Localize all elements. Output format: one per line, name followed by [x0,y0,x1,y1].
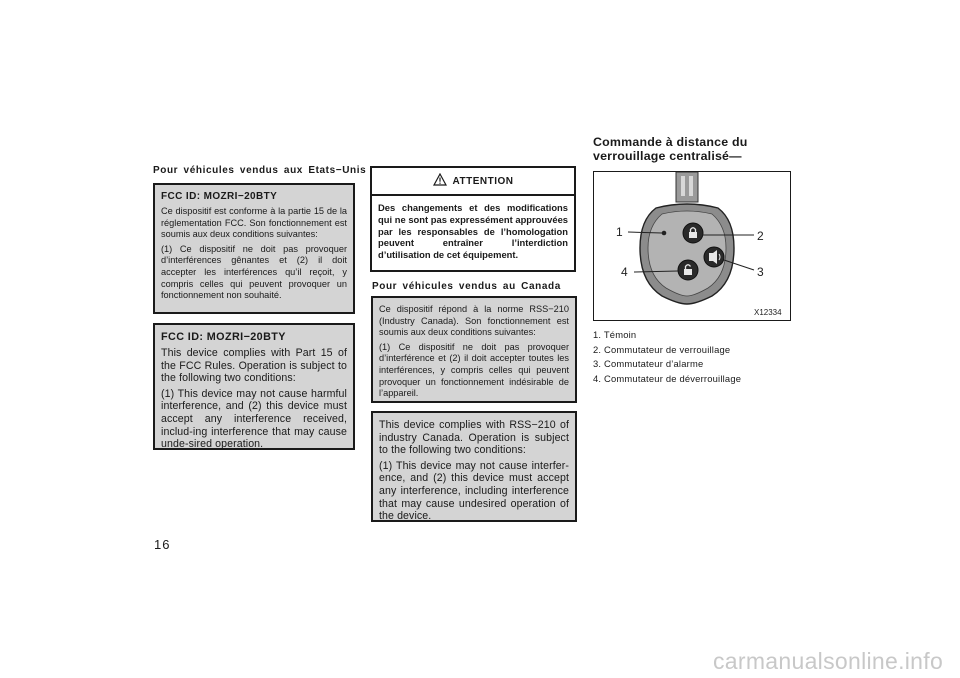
figure-code: X12334 [754,308,782,317]
legend-item-3: 3. Commutateur d’alarme [593,358,704,370]
canada-french-p1: Ce dispositif répond à la norme RSS−210 (Industry Canada). Son fonctionnement est soumis aux deux conditions suivantes: [379,304,569,338]
legend-list [593,328,741,386]
callout-2: 2 [757,229,764,243]
callout-1: 1 [616,225,623,239]
page-number: 16 [154,537,171,552]
fcc-french-title: FCC ID: MOZRI−20BTY [161,191,278,202]
warning-triangle-icon [433,173,447,189]
canada-english-p2: (1) This device may not cause interfer-ence, and (2) this device must accept any interference, including interference that may cause undesired operation of the device. [379,459,569,523]
callout-4: 4 [621,265,628,279]
alarm-icon [704,247,724,267]
us-heading: Pour véhicules vendus aux Etats−Unis [153,165,367,176]
canada-english-box [371,411,577,522]
fcc-english-title: FCC ID: MOZRI−20BTY [161,331,286,343]
lock-icon [683,223,703,243]
attention-box [370,166,576,272]
callout-3: 3 [757,265,764,279]
fcc-english-p2: (1) This device may not cause harmful interference, and (2) this device must accept any interference received, includ-ing interference that may cause unde-sired operation. [161,387,347,451]
legend-item-4: 4. Commutateur de déverrouillage [593,372,742,384]
fcc-french-p2: (1) Ce dispositif ne doit pas provoquer d’interférences gênantes et (2) il doit accepter les interférences qu’il reçoit, y compris celles qui peuvent provoquer un fonctionnement non souhaité. [161,243,347,301]
indicator-light-icon [662,231,667,236]
remote-key-illustration [594,172,790,320]
legend-item-1: 1. Témoin [593,329,637,340]
canada-english-p1: This device complies with RSS−210 of industry Canada. Operation is subject to the following two conditions: [379,419,569,457]
legend-item-2: 2. Commutateur de verrouillage [593,343,731,355]
unlock-icon [678,260,698,280]
section-title-line1: Commande à distance du [593,135,748,149]
section-title-line2: verrouillage centralisé— [593,149,742,163]
remote-figure [593,171,791,321]
watermark-link[interactable]: carmanualsonline.info [713,648,944,674]
fcc-french-box [153,183,355,314]
canada-french-p2: (1) Ce dispositif ne doit pas provoquer d’interférence et (2) il doit accepter toutes les interférences, y compris celles qui peuvent provoquer un fonctionnement indésirable de l’appareil. [379,341,569,399]
fcc-french-p1: Ce dispositif est conforme à la partie 15 de la réglementation FCC. Son fonctionnement est soumis aux deux conditions suivantes: [161,206,347,240]
section-title [593,135,748,163]
fcc-english-p1: This device complies with Part 15 of the FCC Rules. Operation is subject to the following two conditions: [161,347,347,385]
attention-text: Des changements et des modifications qui ne sont pas expressément approuvées par les responsables de l’homologation peuvent entraîner l’interdiction d’utilisation de cet équipement. [378,202,568,261]
canada-heading: Pour véhicules vendus au Canada [372,281,561,292]
canada-french-box [371,296,577,403]
attention-header [372,168,574,196]
fcc-english-box [153,323,355,450]
key-blade [676,172,698,202]
attention-label: ATTENTION [452,175,514,187]
